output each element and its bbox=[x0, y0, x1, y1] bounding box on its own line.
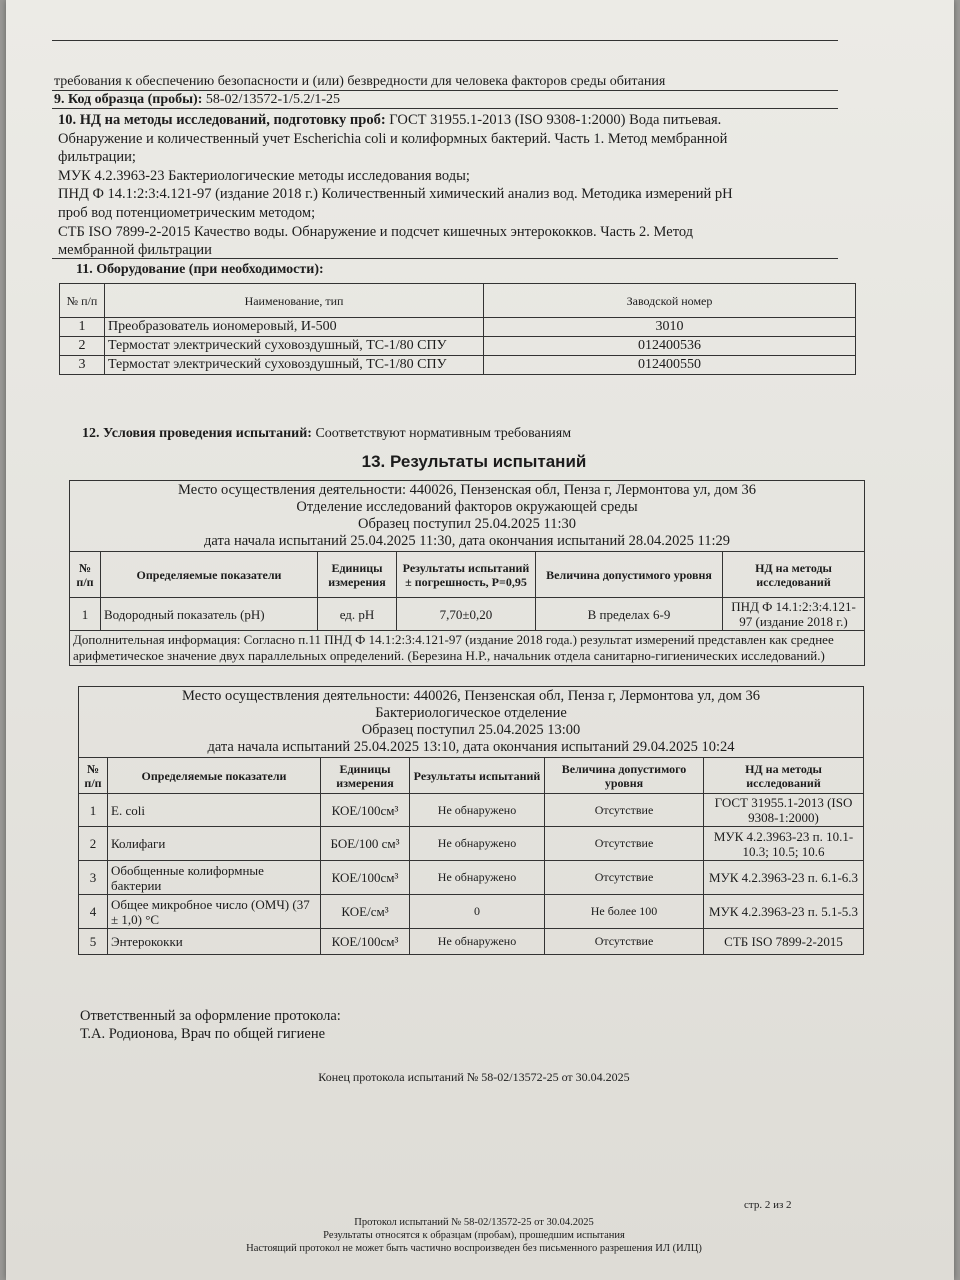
eq-cell: 1 bbox=[60, 318, 105, 337]
block1-line: Место осуществления деятельности: 440026, Пензенская обл, Пенза г, Лермонтова ул, дом 36 bbox=[178, 482, 756, 498]
col-header: Величина допустимого уровня bbox=[545, 758, 704, 794]
item9 bbox=[54, 91, 340, 108]
responsible-label: Ответственный за оформление протокола: bbox=[80, 1008, 341, 1024]
eq-cell: 3010 bbox=[484, 318, 856, 337]
eq-header-serial: Заводской номер bbox=[484, 284, 856, 318]
block1-line: Отделение исследований факторов окружающей среды bbox=[296, 499, 638, 515]
item11-label: 11. Оборудование (при необходимости): bbox=[76, 262, 324, 277]
rule-2 bbox=[52, 108, 838, 109]
col-header: НД на методы исследований bbox=[704, 758, 864, 794]
cell: 1 bbox=[70, 598, 101, 631]
cell: 3 bbox=[79, 861, 108, 895]
item9-label: 9. Код образца (пробы): bbox=[54, 92, 203, 107]
cell: КОЕ/100см³ bbox=[321, 861, 410, 895]
cell: Не более 100 bbox=[545, 895, 704, 929]
item10-line-0: ГОСТ 31955.1-2013 (ISO 9308-1:2000) Вода питьевая. bbox=[389, 112, 722, 128]
col-header: Определяемые показатели bbox=[108, 758, 321, 794]
eq-cell: 012400550 bbox=[484, 356, 856, 375]
table-row bbox=[70, 598, 865, 631]
cell: Общее микробное число (ОМЧ) (37 ± 1,0) °С bbox=[108, 895, 321, 929]
item9-value: 58-02/13572-1/5.2/1-25 bbox=[205, 92, 341, 107]
item10-line-4: ПНД Ф 14.1:2:3:4.121-97 (издание 2018 г.) Количественный химический анализ вод. Методика измерений pH bbox=[58, 186, 733, 203]
cell: КОЕ/см³ bbox=[321, 895, 410, 929]
table-row bbox=[60, 356, 856, 375]
responsible-person: Т.А. Родионова, Врач по общей гигиене bbox=[80, 1026, 326, 1042]
col-header: НД на методы исследований bbox=[723, 552, 865, 598]
eq-header-num: № п/п bbox=[60, 284, 105, 318]
cell: ГОСТ 31955.1-2013 (ISO 9308-1:2000) bbox=[704, 794, 864, 827]
cell: Отсутствие bbox=[545, 861, 704, 895]
block1-line: Образец поступил 25.04.2025 11:30 bbox=[357, 516, 577, 532]
item12 bbox=[82, 425, 571, 442]
table-row bbox=[60, 318, 856, 337]
block2-line: Место осуществления деятельности: 440026, Пензенская обл, Пенза г, Лермонтова ул, дом 36 bbox=[182, 688, 760, 704]
block1-line: дата начала испытаний 25.04.2025 11:30, дата окончания испытаний 28.04.2025 11:29 bbox=[204, 533, 730, 549]
cell: КОЕ/100см³ bbox=[321, 794, 410, 827]
cell: Не обнаружено bbox=[410, 827, 545, 861]
cell: 1 bbox=[79, 794, 108, 827]
top-rule bbox=[52, 40, 838, 41]
item10-line-5: проб вод потенциометрическим методом; bbox=[58, 204, 316, 221]
col-header: Результаты испытаний bbox=[410, 758, 545, 794]
footer-line: Настоящий протокол не может быть частично воспроизведен без письменного разрешения ИЛ (ИЛЦ) bbox=[246, 1243, 702, 1254]
document-page bbox=[6, 0, 954, 1280]
eq-cell: 3 bbox=[60, 356, 105, 375]
cell: Не обнаружено bbox=[410, 861, 545, 895]
results-table-2 bbox=[78, 686, 864, 955]
end-text: Конец протокола испытаний № 58-02/13572-25 от 30.04.2025 bbox=[318, 1070, 630, 1084]
rule-3 bbox=[52, 258, 838, 259]
results-title: 13. Результаты испытаний bbox=[361, 452, 587, 471]
cell: 7,70±0,20 bbox=[397, 598, 536, 631]
cell: 2 bbox=[79, 827, 108, 861]
eq-header-name: Наименование, тип bbox=[105, 284, 484, 318]
footer-line: Результаты относятся к образцам (пробам), прошедшим испытания bbox=[323, 1230, 625, 1241]
col-header: Определяемые показатели bbox=[101, 552, 318, 598]
cell: Обобщенные колиформные бактерии bbox=[108, 861, 321, 895]
item10 bbox=[58, 111, 838, 260]
col-header: Единицы измерения bbox=[318, 552, 397, 598]
cell: В пределах 6-9 bbox=[536, 598, 723, 631]
table-row bbox=[79, 861, 864, 895]
cell: Не обнаружено bbox=[410, 794, 545, 827]
cell: МУК 4.2.3963-23 п. 10.1-10.3; 10.5; 10.6 bbox=[704, 827, 864, 861]
cell: 5 bbox=[79, 929, 108, 955]
table-row bbox=[60, 337, 856, 356]
col-header: № п/п bbox=[70, 552, 101, 598]
item10-line-1: Обнаружение и количественный учет Escherichia coli и колиформных бактерий. Часть 1. Метод мембранной bbox=[58, 130, 728, 147]
col-header: № п/п bbox=[79, 758, 108, 794]
table-row bbox=[79, 929, 864, 955]
block2-line: Бактериологическое отделение bbox=[375, 705, 567, 721]
cell: КОЕ/100см³ bbox=[321, 929, 410, 955]
cell: Не обнаружено bbox=[410, 929, 545, 955]
footer bbox=[6, 1216, 942, 1255]
cell: Водородный показатель (pH) bbox=[101, 598, 318, 631]
cell: Колифаги bbox=[108, 827, 321, 861]
item10-label: 10. НД на методы исследований, подготовку проб: bbox=[58, 112, 386, 128]
cell: Энтерококки bbox=[108, 929, 321, 955]
responsible-block bbox=[80, 1007, 341, 1043]
cell: МУК 4.2.3963-23 п. 6.1-6.3 bbox=[704, 861, 864, 895]
cell: Отсутствие bbox=[545, 929, 704, 955]
col-header: Единицы измерения bbox=[321, 758, 410, 794]
item12-value: Соответствуют нормативным требованиям bbox=[315, 426, 572, 441]
eq-cell: 012400536 bbox=[484, 337, 856, 356]
cell: 4 bbox=[79, 895, 108, 929]
item10-line-3: МУК 4.2.3963-23 Бактериологические методы исследования воды; bbox=[58, 167, 470, 184]
item10-line-2: фильтрации; bbox=[58, 149, 136, 166]
page-number: стр. 2 из 2 bbox=[744, 1199, 792, 1211]
cell: СТБ ISO 7899-2-2015 bbox=[704, 929, 864, 955]
block1-note: Дополнительная информация: Согласно п.11 ПНД Ф 14.1:2:3:4.121-97 (издание 2018 года.) результат измерений представлен как среднее арифметическое значение двух параллельных определений. (Березина Н.Р., начальник отдела санитарно-гигиенических исследований.) bbox=[70, 631, 865, 666]
item10-line-6: СТБ ISO 7899-2-2015 Качество воды. Обнаружение и подсчет кишечных энтерококков. Часть 2. Метод bbox=[58, 223, 694, 240]
cell: Отсутствие bbox=[545, 794, 704, 827]
item12-label: 12. Условия проведения испытаний: bbox=[82, 426, 312, 441]
results-table-1 bbox=[69, 480, 865, 666]
equipment-table bbox=[59, 283, 856, 375]
eq-cell: Преобразователь иономеровый, И-500 bbox=[105, 318, 484, 337]
item10-line-7: мембранной фильтрации bbox=[58, 242, 212, 259]
cell: E. coli bbox=[108, 794, 321, 827]
block2-line: Образец поступил 25.04.2025 13:00 bbox=[361, 722, 581, 738]
eq-cell: Термостат электрический суховоздушный, ТС-1/80 СПУ bbox=[105, 356, 484, 375]
cell: ед. pH bbox=[318, 598, 397, 631]
table-row bbox=[79, 794, 864, 827]
col-header: Результаты испытаний ± погрешность, P=0,95 bbox=[397, 552, 536, 598]
col-header: Величина допустимого уровня bbox=[536, 552, 723, 598]
eq-cell: 2 bbox=[60, 337, 105, 356]
table-row bbox=[79, 895, 864, 929]
cell: ПНД Ф 14.1:2:3:4.121-97 (издание 2018 г.) bbox=[723, 598, 865, 631]
cell: БОЕ/100 см³ bbox=[321, 827, 410, 861]
block1-header bbox=[70, 481, 865, 552]
footer-line: Протокол испытаний № 58-02/13572-25 от 30.04.2025 bbox=[354, 1217, 594, 1228]
eq-cell: Термостат электрический суховоздушный, ТС-1/80 СПУ bbox=[105, 337, 484, 356]
cell: Отсутствие bbox=[545, 827, 704, 861]
top-line: требования к обеспечению безопасности и (или) безвредности для человека факторов среды обитания bbox=[54, 74, 666, 89]
block2-header bbox=[79, 687, 864, 758]
cell: 0 bbox=[410, 895, 545, 929]
block2-line: дата начала испытаний 25.04.2025 13:10, дата окончания испытаний 29.04.2025 10:24 bbox=[207, 739, 735, 755]
cell: МУК 4.2.3963-23 п. 5.1-5.3 bbox=[704, 895, 864, 929]
table-row bbox=[79, 827, 864, 861]
